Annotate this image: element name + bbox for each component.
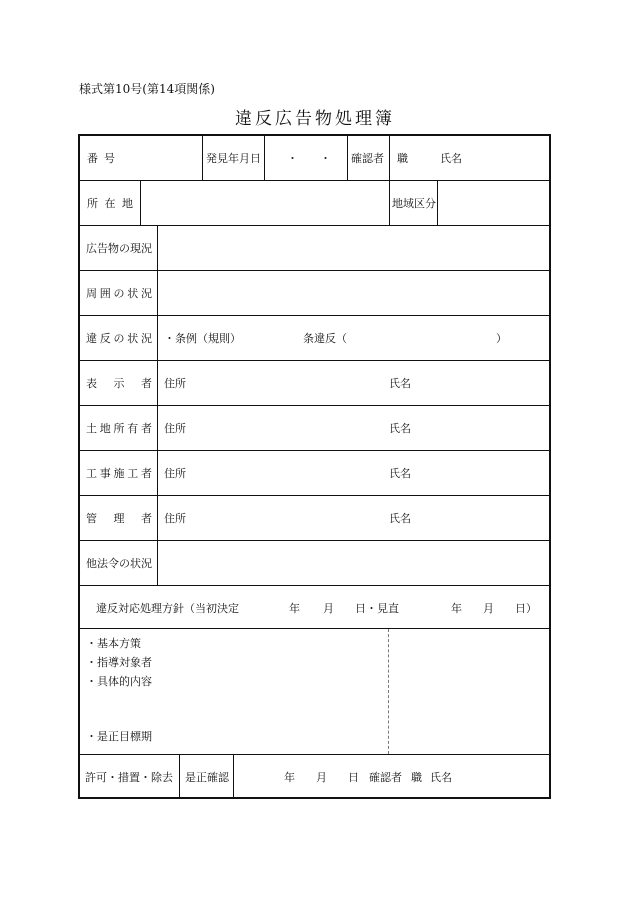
ordinance-text: ・条例（規則） xyxy=(164,332,241,345)
policy-day1-review: 日・見直 xyxy=(355,602,399,615)
confirmer-label: 確認者 xyxy=(351,152,384,165)
found-date-cell[interactable] xyxy=(265,136,348,180)
confirm-month: 月 xyxy=(316,771,327,784)
person-row-contractor xyxy=(80,451,549,496)
violation-label: 違 反 の 状 況 xyxy=(86,332,152,345)
person-field[interactable] xyxy=(158,361,549,405)
other-laws-label: 他法令の状況 xyxy=(86,557,152,570)
policy-year1: 年 xyxy=(289,602,300,615)
person-label: 工 事 施 工 者 xyxy=(86,467,152,480)
confirmer-label-cell xyxy=(348,136,390,180)
header-row xyxy=(80,136,549,181)
person-row-display xyxy=(80,361,549,406)
zone-field[interactable] xyxy=(438,181,549,225)
person-label: 表 示 者 xyxy=(86,377,152,390)
found-date-label: 発見年月日 xyxy=(206,152,261,165)
person-label-cell xyxy=(80,361,158,405)
page-title: 違反広告物処理簿 xyxy=(235,109,395,129)
person-label-cell xyxy=(80,406,158,450)
address-label: 住所 xyxy=(164,422,186,435)
ad-status-field[interactable] xyxy=(158,226,549,270)
address-label: 住所 xyxy=(164,467,186,480)
policy-month1: 月 xyxy=(323,602,334,615)
address-label: 住所 xyxy=(164,512,186,525)
policy-item-target: ・指導対象者 xyxy=(86,656,152,669)
confirmer-cell[interactable] xyxy=(390,136,549,180)
permit-removal-label: 許可・措置・除去 xyxy=(85,771,173,784)
number-cell[interactable] xyxy=(80,136,203,180)
correction-row xyxy=(80,755,549,799)
person-field[interactable] xyxy=(158,496,549,540)
ad-status-label-cell xyxy=(80,226,158,270)
zone-label: 地域区分 xyxy=(392,197,436,210)
other-laws-field[interactable] xyxy=(158,541,549,585)
policy-year2: 年 xyxy=(451,602,462,615)
policy-label: 違反対応処理方針（当初決定 xyxy=(96,602,239,615)
person-name-label: 氏名 xyxy=(389,422,411,435)
person-label-cell xyxy=(80,451,158,495)
policy-item-basic: ・基本方策 xyxy=(86,637,141,650)
location-label-cell xyxy=(80,181,141,225)
person-field[interactable] xyxy=(158,406,549,450)
violation-article-text: 条違反（ xyxy=(303,332,347,345)
person-label: 管 理 者 xyxy=(86,512,152,525)
surroundings-field[interactable] xyxy=(158,271,549,315)
person-name-label: 氏名 xyxy=(389,467,411,480)
correction-target-period: ・是正目標期 xyxy=(86,730,152,743)
confirm-label-cell xyxy=(180,755,234,799)
other-laws-label-cell xyxy=(80,541,158,585)
person-label-cell xyxy=(80,496,158,540)
correction-confirm-field[interactable] xyxy=(234,755,549,799)
form-number: 様式第10号(第14項関係) xyxy=(79,82,215,96)
confirm-year: 年 xyxy=(284,771,295,784)
name-label: 氏名 xyxy=(430,771,452,784)
name-label: 氏名 xyxy=(440,152,462,165)
surroundings-label-cell xyxy=(80,271,158,315)
policy-detail-field[interactable] xyxy=(80,629,388,754)
person-field[interactable] xyxy=(158,451,549,495)
surroundings-row xyxy=(80,271,549,316)
ad-status-row xyxy=(80,226,549,271)
policy-day2: 日） xyxy=(515,602,537,615)
policy-row xyxy=(80,586,549,629)
close-paren: ） xyxy=(496,332,507,345)
zone-label-cell xyxy=(390,181,438,225)
policy-detail-row xyxy=(80,629,549,755)
person-name-label: 氏名 xyxy=(389,512,411,525)
violation-field[interactable] xyxy=(158,316,549,360)
found-date-label-cell xyxy=(203,136,265,180)
location-field[interactable] xyxy=(141,181,390,225)
violation-register-table xyxy=(78,134,551,799)
location-row xyxy=(80,181,549,226)
permit-label-cell xyxy=(80,755,180,799)
ad-status-label: 広告物の現況 xyxy=(86,242,152,255)
location-label: 所 在 地 xyxy=(87,197,133,210)
policy-item-content: ・具体的内容 xyxy=(86,675,152,688)
post-label: 職 xyxy=(397,152,408,165)
violation-row xyxy=(80,316,549,361)
number-label: 番号 xyxy=(87,152,121,165)
found-date-value: ・ ・ xyxy=(287,152,331,165)
policy-month2: 月 xyxy=(483,602,494,615)
person-row-manager xyxy=(80,496,549,541)
other-laws-row xyxy=(80,541,549,586)
violation-label-cell xyxy=(80,316,158,360)
policy-remarks-field[interactable] xyxy=(389,629,549,754)
person-name-label: 氏名 xyxy=(389,377,411,390)
confirm-day: 日 xyxy=(348,771,359,784)
confirmer-label: 確認者 xyxy=(369,771,402,784)
person-label: 土 地 所 有 者 xyxy=(86,422,152,435)
post-label: 職 xyxy=(411,771,422,784)
address-label: 住所 xyxy=(164,377,186,390)
person-row-landowner xyxy=(80,406,549,451)
surroundings-label: 周 囲 の 状 況 xyxy=(86,287,152,300)
correction-confirm-label: 是正確認 xyxy=(185,771,229,784)
